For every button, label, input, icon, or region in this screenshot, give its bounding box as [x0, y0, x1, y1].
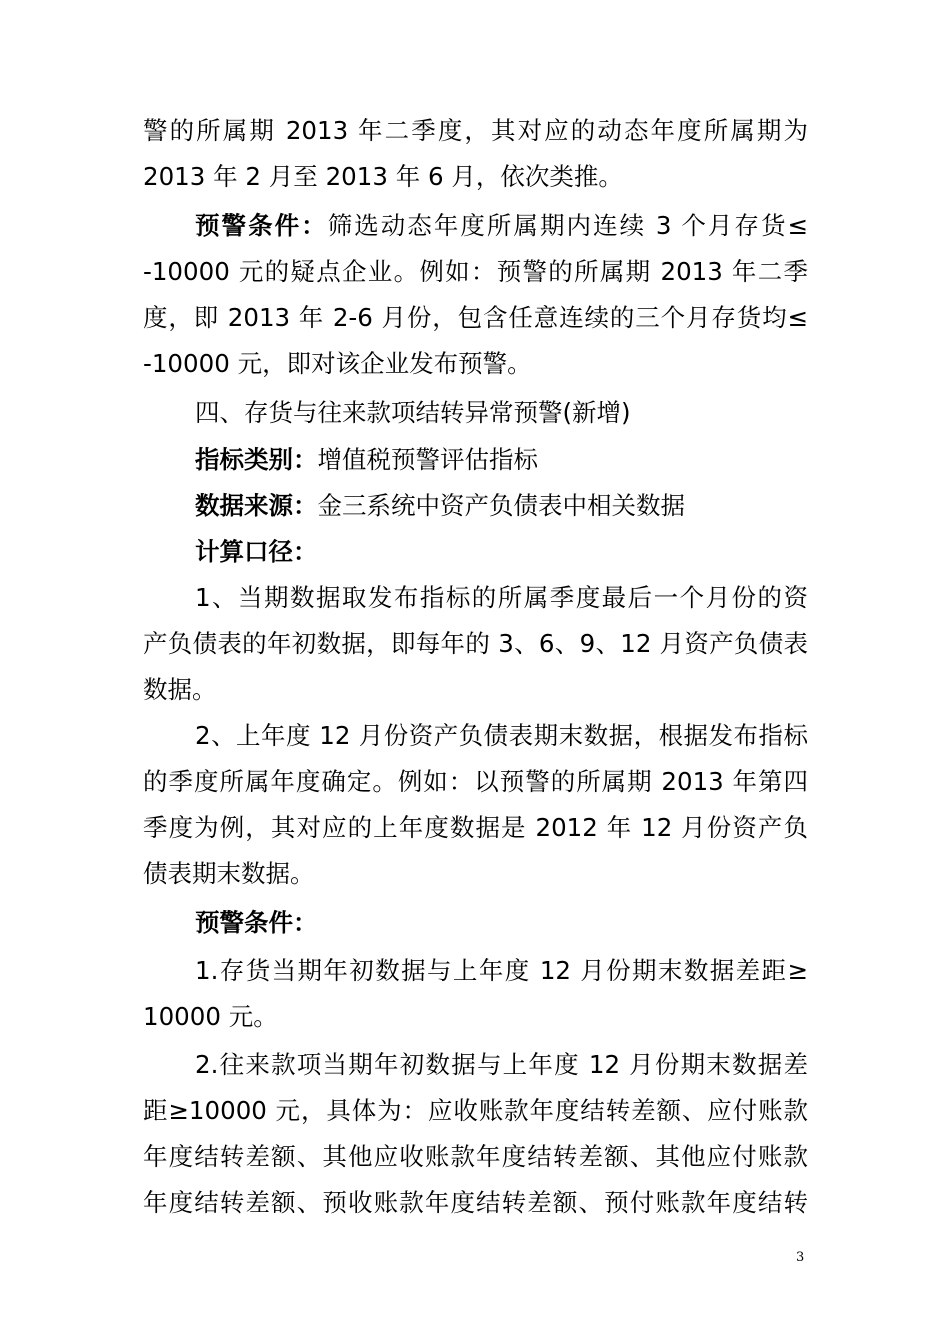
paragraph-line	[195, 529, 808, 575]
line-text: 四、存货与往来款项结转异常预警(新增)	[195, 398, 631, 427]
paragraph-line	[143, 295, 808, 341]
paragraph-line	[143, 805, 808, 851]
section-heading	[195, 390, 808, 436]
line-text: 1.存货当期年初数据与上年度 12 月份期末数据差距≥	[195, 956, 808, 985]
paragraph-line	[195, 575, 808, 621]
line-text: 筛选动态年度所属期内连续 3 个月存货≤	[327, 211, 808, 240]
line-text: 2013 年 2 月至 2013 年 6 月，依次类推。	[143, 162, 623, 191]
line-text: -10000 元，即对该企业发布预警。	[143, 349, 532, 378]
line-text: 数据。	[143, 675, 217, 704]
paragraph-line	[143, 154, 808, 200]
paragraph-line	[143, 1134, 808, 1180]
line-text: 2.往来款项当期年初数据与上年度 12 月份期末数据差	[195, 1050, 808, 1079]
paragraph-line	[143, 667, 808, 713]
paragraph-line	[195, 948, 808, 994]
paragraph-line	[195, 900, 808, 946]
section-label: 数据来源：	[195, 491, 318, 520]
section-label: 指标类别：	[195, 445, 318, 474]
line-text: 2、上年度 12 月份资产负债表期末数据，根据发布指标	[195, 721, 808, 750]
line-text: 的季度所属年度确定。例如：以预警的所属期 2013 年第四	[143, 767, 808, 796]
line-text: 距≥10000 元，具体为：应收账款年度结转差额、应付账款	[143, 1096, 808, 1125]
paragraph-line	[143, 994, 808, 1040]
line-text: 年度结转差额、其他应收账款年度结转差额、其他应付账款	[143, 1142, 808, 1171]
section-label: 预警条件：	[195, 211, 328, 240]
paragraph-line	[195, 483, 808, 529]
paragraph-line	[195, 1042, 808, 1088]
paragraph-line	[143, 759, 808, 805]
paragraph-line	[195, 437, 808, 483]
section-label: 计算口径：	[195, 537, 318, 566]
line-text: 年度结转差额、预收账款年度结转差额、预付账款年度结转	[143, 1188, 808, 1217]
line-text: 1、当期数据取发布指标的所属季度最后一个月份的资	[195, 583, 808, 612]
line-text: 增值税预警评估指标	[317, 445, 538, 474]
paragraph-line	[143, 1180, 808, 1226]
line-text: 产负债表的年初数据，即每年的 3、6、9、12 月资产负债表	[143, 629, 808, 658]
line-text: -10000 元的疑点企业。例如：预警的所属期 2013 年二季	[143, 257, 808, 286]
line-text: 季度为例，其对应的上年度数据是 2012 年 12 月份资产负	[143, 813, 808, 842]
paragraph-line	[143, 249, 808, 295]
line-text: 10000 元。	[143, 1002, 278, 1031]
paragraph-line	[143, 341, 808, 387]
line-text: 金三系统中资产负债表中相关数据	[317, 491, 685, 520]
paragraph-line	[195, 203, 808, 249]
paragraph-line	[143, 108, 808, 154]
line-text: 度，即 2013 年 2-6 月份，包含任意连续的三个月存货均≤	[143, 303, 808, 332]
paragraph-line	[143, 1088, 808, 1134]
page-number: 3	[796, 1250, 805, 1265]
paragraph-line	[143, 621, 808, 667]
paragraph-line	[195, 713, 808, 759]
line-text: 债表期末数据。	[143, 859, 315, 888]
line-text: 警的所属期 2013 年二季度，其对应的动态年度所属期为	[143, 116, 808, 145]
section-label: 预警条件：	[195, 908, 318, 937]
paragraph-line	[143, 851, 808, 897]
